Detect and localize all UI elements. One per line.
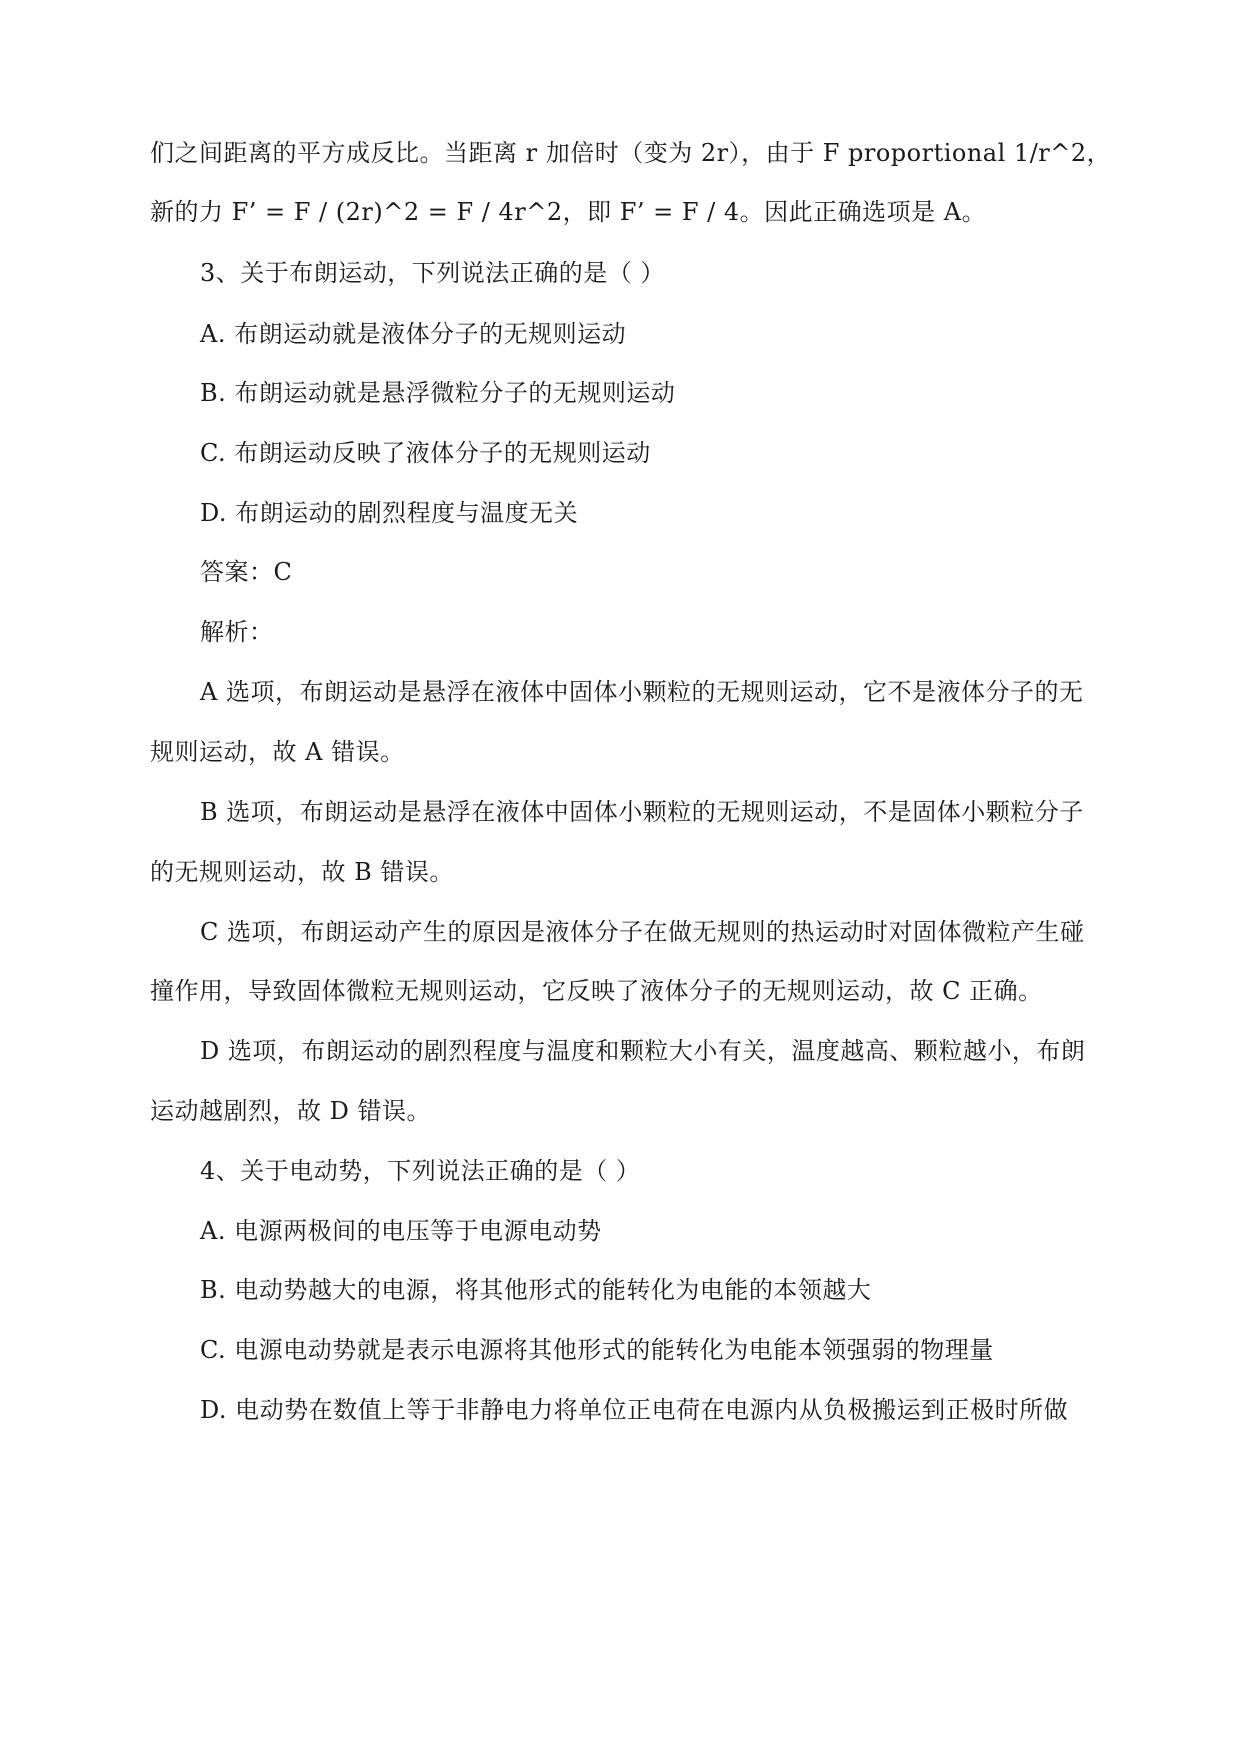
question-3-option-c: C. 布朗运动反映了液体分子的无规则运动 [200,439,651,467]
question-3-option-b: B. 布朗运动就是悬浮微粒分子的无规则运动 [200,379,676,407]
analysis-c-line: 撞作用，导致固体微粒无规则运动，它反映了液体分子的无规则运动，故 C 正确。 [150,977,1043,1005]
analysis-a-line: A 选项，布朗运动是悬浮在液体中固体小颗粒的无规则运动，它不是液体分子的无 [200,678,1084,706]
question-3-stem: 3、关于布朗运动，下列说法正确的是（ ） [200,259,665,287]
analysis-d-line: D 选项，布朗运动的剧烈程度与温度和颗粒大小有关，温度越高、颗粒越小，布朗 [200,1037,1086,1065]
question-4-stem: 4、关于电动势，下列说法正确的是（ ） [200,1157,641,1185]
analysis-b-line: 的无规则运动，故 B 错误。 [150,858,454,886]
analysis-b-line: B 选项，布朗运动是悬浮在液体中固体小颗粒的无规则运动，不是固体小颗粒分子 [200,798,1084,826]
question-4-option-b: B. 电动势越大的电源，将其他形式的能转化为电能的本领越大 [200,1276,872,1304]
analysis-d-line: 运动越剧烈，故 D 错误。 [150,1097,431,1125]
question-3-analysis-label: 解析： [200,618,274,646]
question-3-option-a: A. 布朗运动就是液体分子的无规则运动 [200,320,627,348]
question-4-option-d: D. 电动势在数值上等于非静电力将单位正电荷在电源内从负极搬运到正极时所做 [200,1396,1069,1424]
text-line: 新的力 F’ = F / (2r)^2 = F / 4r^2，即 F’ = F / 4。因此正确选项是 A。 [150,198,987,226]
analysis-a-line: 规则运动，故 A 错误。 [150,738,405,766]
question-4-option-a: A. 电源两极间的电压等于电源电动势 [200,1217,602,1245]
question-4-option-c: C. 电源电动势就是表示电源将其他形式的能转化为电能本领强弱的物理量 [200,1336,994,1364]
analysis-c-line: C 选项，布朗运动产生的原因是液体分子在做无规则的热运动时对固体微粒产生碰 [200,918,1085,946]
question-3-option-d: D. 布朗运动的剧烈程度与温度无关 [200,499,579,527]
text-line: 们之间距离的平方成反比。当距离 r 加倍时（变为 2r），由于 F proportional 1/r^2， [150,139,1112,167]
question-3-answer: 答案：C [200,558,293,586]
